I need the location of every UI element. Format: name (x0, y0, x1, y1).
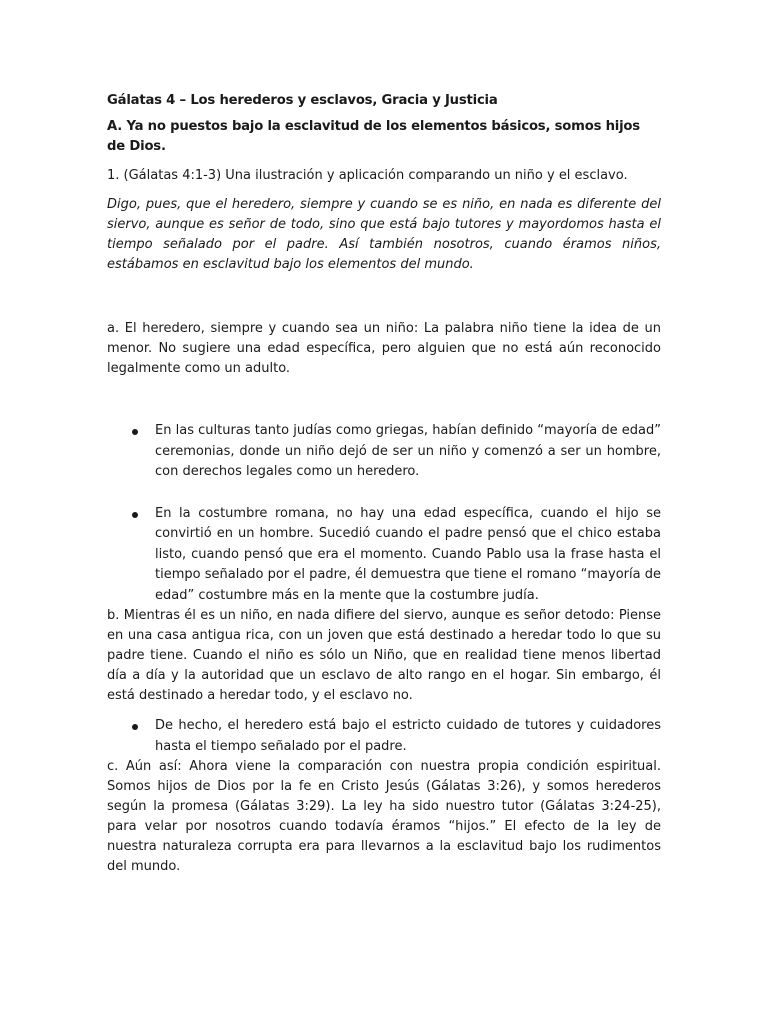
bullet-text: En las culturas tanto judías como griegas, habían definido “mayoría de edad” ceremonias, donde un niño dejó de ser un niño y comenzó a ser un hombre, con derechos legales como un heredero. (155, 423, 661, 479)
paragraph-a: a. El heredero, siempre y cuando sea un niño: La palabra niño tiene la idea de un menor. No sugiere una edad específica, pero alguien que no está aún reconocido legalmente como un adulto. (107, 321, 661, 376)
bullet-dot-icon (132, 512, 138, 518)
scripture-quote: Digo, pues, que el heredero, siempre y cuando se es niño, en nada es diferente del siervo, aunque es señor de todo, sino que está bajo tutores y mayordomos hasta el tiempo señalado por el padre. Así también nosotros, cuando éramos niños, estábamos en esclavitud bajo los elementos del mundo. (107, 197, 661, 272)
paragraph-c: c. Aún así: Ahora viene la comparación con nuestra propia condición espiritual. Somos hijos de Dios por la fe en Cristo Jesús (Gálatas 3:26), y somos herederos según la promesa (Gálatas 3:29). La ley ha sido nuestro tutor (Gálatas 3:24-25), para velar por nosotros cuando todavía éramos “hijos.” El efecto de la ley de nuestra naturaleza corrupta era para llevarnos a la esclavitud bajo los rudimentos del mundo. (107, 759, 661, 874)
bullet-dot-icon (132, 724, 138, 730)
paragraph-b: b. Mientras él es un niño, en nada difiere del siervo, aunque es señor detodo: Piense en una casa antigua rica, con un joven que está destinado a heredar todo lo que su padre tiene. Cuando el niño es sólo un Niño, que en realidad tiene menos libertad día a día y la autoridad que un esclavo de alto rango en el hogar. Sin embargo, él está destinado a heredar todo, y el esclavo no. (107, 608, 661, 703)
bullet-text: De hecho, el heredero está bajo el estricto cuidado de tutores y cuidadores hasta el tiempo señalado por el padre. (155, 718, 661, 754)
bullet-text: En la costumbre romana, no hay una edad específica, cuando el hijo se convirtió en un hombre. Sucedió cuando el padre pensó que el chico estaba listo, cuando pensó que era el momento. Cuando Pablo usa la frase hasta el tiempo señalado por el padre, él demuestra que tiene el romano “mayoría de edad” costumbre más en la mente que la costumbre judía. (155, 505, 661, 603)
bullet-item (107, 504, 661, 607)
bullet-item (107, 421, 661, 483)
section-heading: A. Ya no puestos bajo la esclavitud de los elementos básicos, somos hijos de Dios. (107, 119, 640, 154)
bullet-list-a (107, 421, 661, 606)
bullet-item (107, 716, 661, 757)
bullet-list-b (107, 716, 661, 757)
document-title: Gálatas 4 – Los herederos y esclavos, Gracia y Justicia (107, 93, 498, 108)
bullet-dot-icon (132, 429, 138, 435)
intro-paragraph: 1. (Gálatas 4:1-3) Una ilustración y aplicación comparando un niño y el esclavo. (107, 168, 628, 183)
